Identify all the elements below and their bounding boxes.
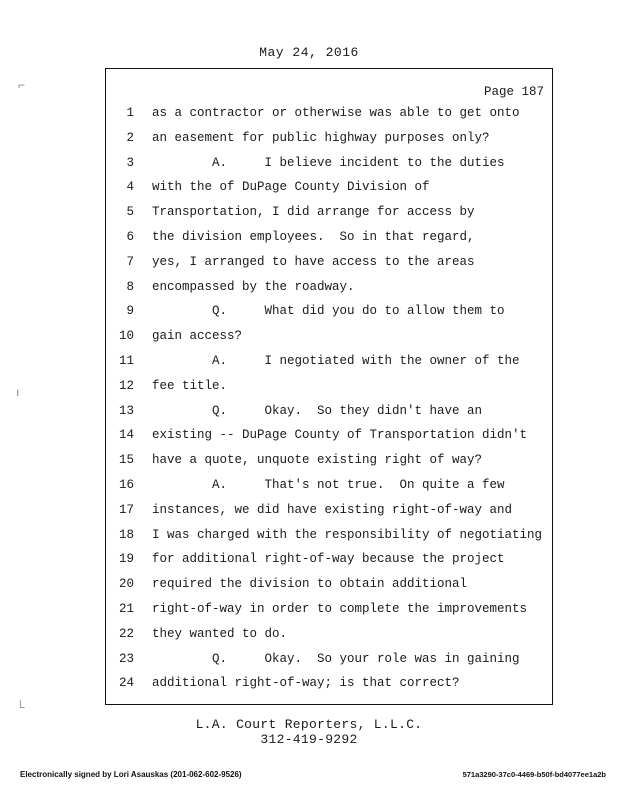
page-number-label: Page 187 — [483, 85, 544, 99]
line-number: 10 — [118, 329, 134, 344]
line-text: Q. Okay. So they didn't have an — [152, 403, 483, 418]
transcript-line — [106, 106, 554, 122]
line-number: 11 — [118, 354, 134, 368]
transcript-line — [106, 676, 554, 692]
transcript-line — [106, 652, 554, 668]
transcript-line — [106, 230, 554, 246]
transcript-line — [106, 354, 554, 370]
line-text: Transportation, I did arrange for access by — [152, 205, 475, 220]
line-text: encompassed by the roadway. — [152, 279, 355, 294]
line-number: 9 — [126, 304, 134, 319]
transcript-line — [106, 304, 554, 320]
line-text: they wanted to do. — [152, 626, 288, 641]
line-text: Q. What did you do to allow them to — [152, 304, 505, 319]
line-number: 6 — [126, 230, 134, 244]
transcript-line — [106, 255, 554, 271]
transcript-line — [106, 478, 554, 494]
scan-mark: └ — [16, 700, 25, 714]
line-text: A. I negotiated with the owner of the — [152, 354, 520, 368]
transcript-line — [106, 404, 554, 420]
line-text: Q. Okay. So your role was in gaining — [152, 651, 520, 666]
line-number: 5 — [126, 205, 134, 220]
transcript-line — [106, 180, 554, 196]
line-number: 24 — [118, 676, 134, 691]
line-text: yes, I arranged to have access to the areas — [152, 254, 475, 269]
transcript-date: May 24, 2016 — [259, 45, 359, 60]
transcript-line — [106, 329, 554, 345]
line-text: fee title. — [152, 378, 228, 393]
line-number: 4 — [126, 180, 134, 195]
transcript-line — [106, 205, 554, 221]
line-number: 7 — [126, 254, 134, 269]
line-text: required the division to obtain additional — [152, 577, 468, 592]
line-number: 20 — [118, 577, 134, 592]
line-text: gain access? — [152, 329, 243, 344]
transcript-line — [106, 602, 554, 618]
line-text: for additional right-of-way because the project — [152, 552, 505, 567]
transcript-line — [106, 131, 554, 147]
line-text: instances, we did have existing right-of-way and — [152, 502, 513, 517]
line-text: I was charged with the responsibility of negotiating — [152, 527, 543, 542]
line-number: 12 — [118, 378, 134, 393]
transcript-line — [106, 280, 554, 296]
line-number: 23 — [118, 651, 134, 666]
line-number: 18 — [118, 527, 134, 542]
line-number: 16 — [118, 478, 134, 492]
line-text: A. I believe incident to the duties — [152, 155, 505, 170]
transcript-line — [106, 428, 554, 444]
line-number: 21 — [118, 602, 134, 616]
line-text: an easement for public highway purposes only? — [152, 130, 490, 145]
line-text: as a contractor or otherwise was able to get onto — [152, 106, 520, 120]
line-text: the division employees. So in that regard, — [152, 230, 475, 244]
transcript-line — [106, 453, 554, 469]
line-number: 14 — [118, 428, 134, 443]
line-number: 13 — [118, 403, 134, 418]
line-text: have a quote, unquote existing right of way? — [152, 453, 483, 468]
scan-mark: ⌐ — [18, 78, 26, 92]
transcript-line — [106, 552, 554, 568]
line-text: additional right-of-way; is that correct? — [152, 676, 460, 691]
line-text: A. That's not true. On quite a few — [152, 478, 505, 492]
line-text: right-of-way in order to complete the improvements — [152, 602, 528, 616]
transcript-line — [106, 577, 554, 593]
line-number: 19 — [118, 552, 134, 567]
court-reporter-name: L.A. Court Reporters, L.L.C. — [195, 717, 423, 732]
transcript-line — [106, 528, 554, 544]
transcript-line — [106, 627, 554, 643]
scan-mark: ı — [16, 385, 20, 399]
transcript-line — [106, 503, 554, 519]
line-number: 3 — [126, 155, 134, 170]
electronic-signature-note: Electronically signed by Lori Asauskas (201-062-602-9526) — [20, 770, 242, 779]
transcript-page — [105, 68, 553, 705]
line-text: existing -- DuPage County of Transportation didn't — [152, 428, 528, 443]
court-reporter-phone: 312-419-9292 — [260, 732, 358, 747]
line-number: 2 — [126, 130, 134, 145]
line-number: 8 — [126, 279, 134, 294]
line-number: 17 — [118, 502, 134, 517]
line-number: 15 — [118, 453, 134, 468]
transcript-line — [106, 156, 554, 172]
line-text: with the of DuPage County Division of — [152, 180, 430, 195]
transcript-line — [106, 379, 554, 395]
line-number: 22 — [118, 626, 134, 641]
document-id: 571a3290-37c0-4469-b50f-bd4077ee1a2b — [462, 770, 606, 779]
line-number: 1 — [126, 106, 134, 120]
